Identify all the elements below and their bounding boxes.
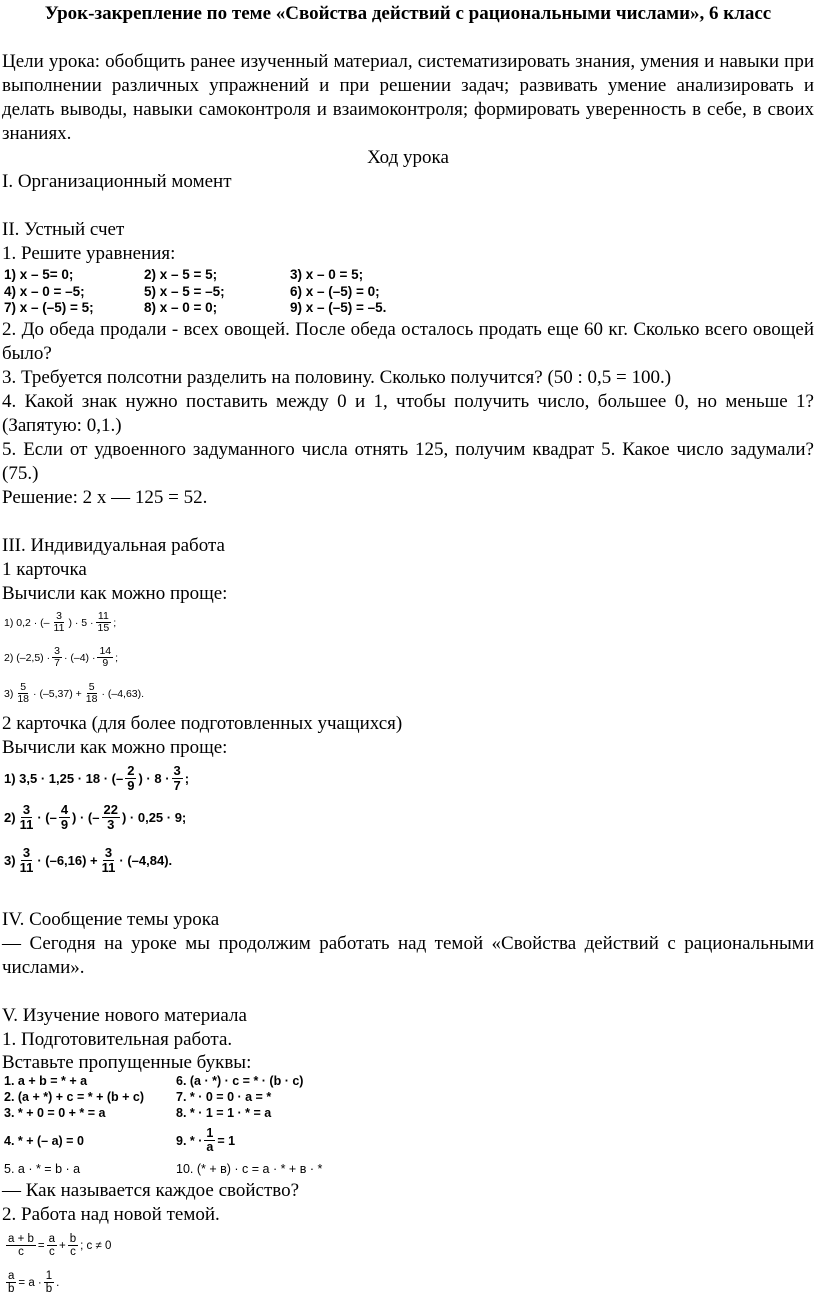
expr-text: 3) — [4, 853, 16, 868]
fraction — [15, 682, 31, 705]
denominator: a — [206, 1140, 214, 1154]
numerator: 3 — [173, 763, 181, 779]
numerator: a — [8, 1269, 15, 1282]
expr-text: · (–4,84). — [119, 853, 173, 868]
numerator: 3 — [22, 845, 31, 861]
course-heading: Ход урока — [367, 147, 449, 168]
fraction — [102, 803, 120, 831]
solution: Решение: 2 х — 125 = 52. — [2, 486, 208, 508]
section-2-heading: II. Устный счет — [2, 219, 125, 240]
task-2: 2. До обеда продали - всех овощей. После обеда осталось продать еще 60 кг. Сколько всего овощей было? — [2, 318, 814, 364]
lesson-topic: — Сегодня на уроке мы продолжим работать над темой «Свойства действий с рациональными числами». — [2, 932, 814, 978]
numerator: 3 — [22, 802, 31, 818]
fraction — [47, 1233, 57, 1258]
property: 6. (a · *) · c = * · (b · c) — [176, 1073, 304, 1088]
fraction — [100, 846, 118, 874]
property: 10. (* + в) · с = а · * + в · * — [176, 1161, 323, 1176]
numerator: b — [69, 1232, 77, 1245]
property: 4. * + (– a) = 0 — [4, 1133, 84, 1148]
numerator: 5 — [88, 680, 95, 693]
property: 1. a + b = * + a — [4, 1073, 88, 1088]
numerator: 22 — [103, 802, 118, 818]
denominator: 15 — [97, 622, 110, 634]
expr-text: · (– — [37, 810, 57, 825]
fraction — [172, 764, 183, 792]
equation: 3) x – 0 = 5; — [290, 267, 364, 282]
expr-text: · (–5,37) + — [33, 687, 82, 700]
fraction — [6, 1270, 16, 1295]
numerator: 3 — [104, 845, 113, 861]
new-topic-heading: 2. Работа над новой темой. — [2, 1203, 220, 1225]
fraction — [97, 646, 113, 669]
denominator: 11 — [19, 817, 34, 832]
property: 5. a · * = b · a — [4, 1161, 81, 1176]
card-1-heading: 1 карточка — [2, 558, 87, 580]
expr-text: 2) — [4, 810, 16, 825]
denominator: 11 — [53, 622, 65, 634]
denominator: 7 — [54, 657, 60, 669]
task-1: 1. Решите уравнения: — [2, 243, 176, 264]
equation: 4) x – 0 = –5; — [4, 283, 85, 299]
fraction — [84, 682, 100, 705]
section-5-heading: V. Изучение нового материала — [2, 1004, 247, 1026]
formula-sum-fraction — [4, 1227, 814, 1265]
fraction — [6, 1233, 36, 1258]
expr-text: · (–4) · — [63, 651, 96, 664]
property: 7. * · 0 = 0 · a = * — [176, 1089, 272, 1104]
denominator: 11 — [19, 860, 34, 875]
lesson-goals: Цели урока: обобщить ранее изученный материал, систематизировать знания, умения и навыки при выполнении различных упражнений и при решении задач; развивать умение анализировать и делать выводы, навыки самоконтроля и взаимоконтроля; формировать уверенность в себе, в своих знаниях. — [2, 51, 814, 144]
denominator: 11 — [101, 860, 116, 875]
expr-text: + — [59, 1239, 66, 1252]
expr-text: ; c ≠ 0 — [80, 1239, 112, 1252]
expr-text: = 1 — [217, 1133, 236, 1148]
denominator: c — [70, 1246, 76, 1258]
property: 2. (a + *) + c = * + (b + c) — [4, 1089, 144, 1104]
card-2-expr-2 — [4, 798, 814, 838]
numerator: 1 — [45, 1269, 53, 1282]
card-1-expr-1 — [4, 606, 814, 640]
numerator: 2 — [127, 763, 135, 779]
card-1-expr-2 — [4, 640, 814, 676]
section-3-heading: III. Индивидуальная работа — [2, 534, 225, 556]
numerator: 3 — [56, 609, 62, 622]
denominator: 18 — [17, 693, 30, 705]
numerator: 3 — [54, 644, 60, 657]
section-4-heading: IV. Сообщение темы урока — [2, 908, 220, 930]
expr-text: = — [37, 1239, 45, 1252]
denominator: 18 — [85, 693, 98, 705]
equation: 9) x – (–5) = –5. — [290, 300, 387, 315]
denominator: 9 — [102, 657, 109, 669]
numerator: 14 — [99, 644, 112, 657]
denominator: b — [45, 1283, 53, 1295]
card-2-heading: 2 карточка (для более подготовленных учащихся) — [2, 712, 403, 734]
numerator: a — [48, 1232, 56, 1245]
numerator: a + b — [8, 1232, 34, 1245]
expr-text: = a · — [18, 1276, 42, 1289]
expr-text: 9. * · — [176, 1133, 203, 1148]
formula-division — [4, 1265, 814, 1301]
equation: 7) x – (–5) = 5; — [4, 300, 94, 315]
fraction — [59, 803, 70, 831]
fraction — [68, 1233, 78, 1258]
numerator: 5 — [20, 680, 27, 693]
property — [176, 1121, 376, 1161]
task-5: 5. Если от удвоенного задуманного числа отнять 125, получим квадрат 5. Какое число задумали? (75.) — [2, 438, 814, 484]
expr-text: ) · 5 · — [68, 616, 94, 629]
expr-text: · (–4,63). — [101, 687, 145, 700]
expr-text: · (–6,16) + — [37, 853, 98, 868]
fraction — [125, 764, 136, 792]
fraction — [18, 846, 36, 874]
fraction — [52, 646, 62, 669]
denominator: c — [18, 1246, 24, 1258]
equation: 2) x – 5 = 5; — [144, 267, 218, 282]
insert-letters-instruction: Вставьте пропущенные буквы: — [2, 1051, 252, 1073]
expr-text: ; — [115, 651, 119, 664]
denominator: 9 — [60, 817, 69, 832]
properties-grid — [4, 1073, 814, 1177]
equation: 8) x – 0 = 0; — [144, 300, 218, 315]
expr-text: . — [56, 1276, 60, 1289]
equation: 6) x – (–5) = 0; — [290, 283, 380, 299]
denominator: 7 — [173, 778, 181, 793]
numerator: 4 — [60, 802, 69, 818]
properties-question: — Как называется каждое свойство? — [2, 1179, 300, 1201]
expr-text: ) · 8 · — [138, 771, 170, 786]
expr-text: 1) 0,2 · (– — [4, 616, 50, 629]
expr-text: ) · 0,25 · 9; — [121, 810, 187, 825]
fraction — [52, 611, 67, 634]
card-2-expr-3 — [4, 838, 814, 884]
property: 8. * · 1 = 1 · * = a — [176, 1105, 272, 1120]
expr-text: 2) (–2,5) · — [4, 651, 51, 664]
expr-text: ; — [113, 616, 117, 629]
document-page — [2, 0, 814, 1301]
task-4: 4. Какой знак нужно поставить между 0 и 1, чтобы получить число, большее 0, но меньше 1? (Запятую: 0,1.) — [2, 390, 814, 436]
expr-text: ) · (– — [72, 810, 100, 825]
denominator: b — [8, 1283, 15, 1295]
page-title: Урок-закрепление по теме «Свойства действий с рациональными числами», 6 класс — [44, 3, 772, 24]
card-1-instruction: Вычисли как можно проще: — [2, 582, 228, 604]
numerator: 1 — [206, 1125, 214, 1140]
card-1-expr-3 — [4, 676, 814, 712]
denominator: c — [48, 1246, 55, 1258]
denominator: 3 — [107, 817, 115, 832]
fraction — [204, 1127, 215, 1154]
card-2-expr-1 — [4, 760, 814, 798]
task-3: 3. Требуется полсотни разделить на половину. Сколько получится? (50 : 0,5 = 100.) — [2, 366, 672, 388]
card-2-instruction: Вычисли как можно проще: — [2, 736, 228, 758]
expr-text: 1) 3,5 · 1,25 · 18 · (– — [4, 771, 124, 786]
numerator: 11 — [97, 609, 109, 622]
fraction — [18, 803, 36, 831]
fraction — [96, 611, 112, 634]
expr-text: 3) — [4, 687, 14, 700]
preparatory-work: 1. Подготовительная работа. — [2, 1028, 233, 1050]
expr-text: ; — [184, 771, 190, 786]
section-1-heading: I. Организационный момент — [2, 171, 232, 192]
equation: 5) x – 5 = –5; — [144, 283, 225, 299]
denominator: 9 — [127, 778, 135, 793]
property: 3. * + 0 = 0 + * = a — [4, 1105, 106, 1120]
equation: 1) x – 5= 0; — [4, 267, 74, 282]
fraction — [44, 1270, 54, 1295]
equations-grid — [4, 267, 814, 317]
